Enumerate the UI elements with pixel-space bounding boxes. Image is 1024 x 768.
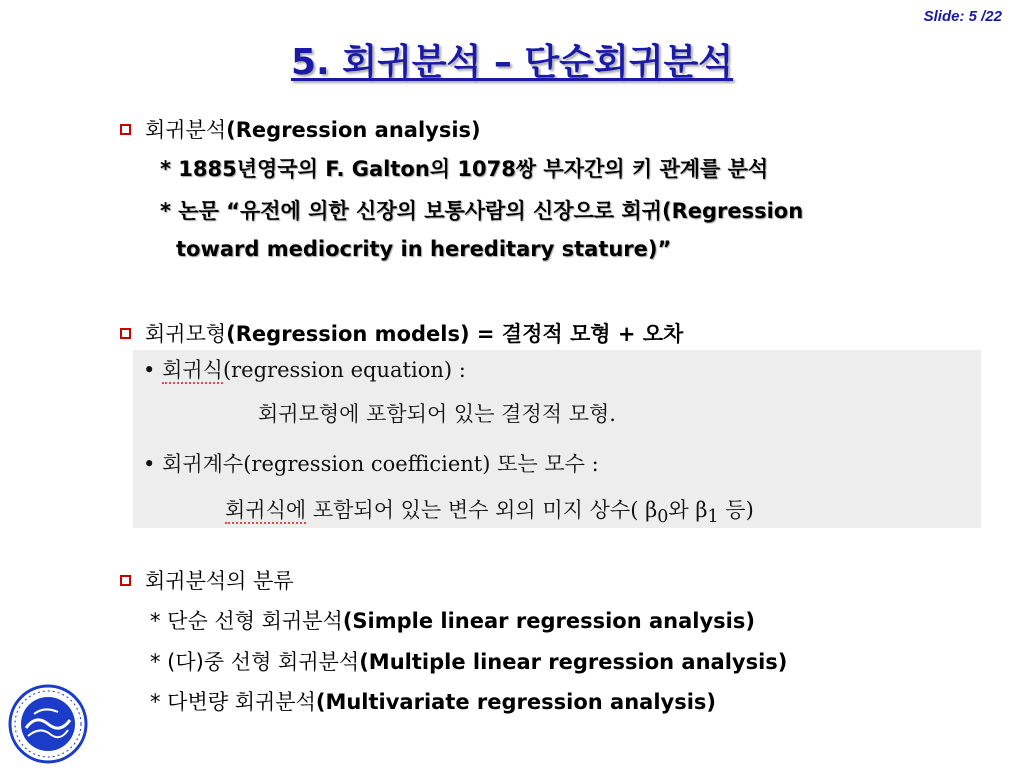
- section3-heading-kr: 회귀분석의 분류: [145, 569, 294, 593]
- dot-bullet-icon: •: [143, 358, 156, 382]
- section2-heading-kr: 회귀모형: [145, 322, 227, 346]
- section3-item1-kr: * 단순 선형 회귀분석: [150, 609, 343, 633]
- section2-heading-rest: (Regression models) = 결정적 모형 + 오차: [226, 322, 684, 346]
- box-bullet1-desc: 회귀모형에 포함되어 있는 결정적 모형.: [258, 402, 616, 426]
- box-end: 등): [718, 498, 754, 522]
- beta1-subscript: 1: [707, 507, 719, 528]
- box-bullet2-desc: [225, 494, 754, 527]
- definition-box: [133, 350, 981, 528]
- box-bullet2-desc-kr: 회귀식에: [225, 498, 307, 522]
- section3-item2-en: (Multiple linear regression analysis): [359, 650, 788, 674]
- section3-item3: [150, 686, 716, 716]
- section3-item1-en: (Simple linear regression analysis): [342, 609, 755, 633]
- box-bullet2: [143, 448, 599, 478]
- box-and: 와 β: [668, 498, 708, 522]
- university-seal-logo: [6, 684, 90, 764]
- section3-heading: [120, 565, 294, 595]
- section1-line2: * 논문 “유전에 의한 신장의 보통사람의 신장으로 회귀(Regression: [160, 199, 804, 223]
- dot-bullet-icon: •: [143, 452, 156, 476]
- section1-heading-kr: 회귀분석: [145, 118, 227, 142]
- section3-item2-kr: * (다)중 선형 회귀분석: [150, 650, 360, 674]
- section2-heading: [120, 318, 683, 348]
- section1-line3: toward mediocrity in hereditary stature)”: [176, 237, 672, 261]
- box-bullet1-rest: (regression equation) :: [222, 358, 466, 382]
- section1-heading-en: (Regression analysis): [226, 118, 481, 142]
- section1-heading: [120, 114, 481, 144]
- slide-title: 5. 회귀분석 – 단순회귀분석: [290, 42, 734, 83]
- square-bullet-icon: [120, 124, 131, 135]
- square-bullet-icon: [120, 328, 131, 339]
- section3-item3-en: (Multivariate regression analysis): [315, 690, 717, 714]
- square-bullet-icon: [120, 575, 131, 586]
- beta0-subscript: 0: [657, 507, 669, 528]
- slide-number: Slide: 5 /22: [923, 8, 1002, 25]
- section3-item1: [150, 605, 755, 635]
- box-bullet2-desc-rest: 포함되어 있는 변수 외의 미지 상수( β: [306, 498, 658, 522]
- box-bullet2-text: 회귀계수(regression coefficient) 또는 모수 :: [162, 452, 599, 476]
- section3-item2: [150, 646, 787, 676]
- box-bullet1: [143, 354, 466, 384]
- section3-item3-kr: * 다변량 회귀분석: [150, 690, 316, 714]
- section1-line1: * 1885년영국의 F. Galton의 1078쌍 부자간의 키 관계를 분석: [160, 157, 769, 181]
- box-bullet1-kr: 회귀식: [162, 358, 223, 382]
